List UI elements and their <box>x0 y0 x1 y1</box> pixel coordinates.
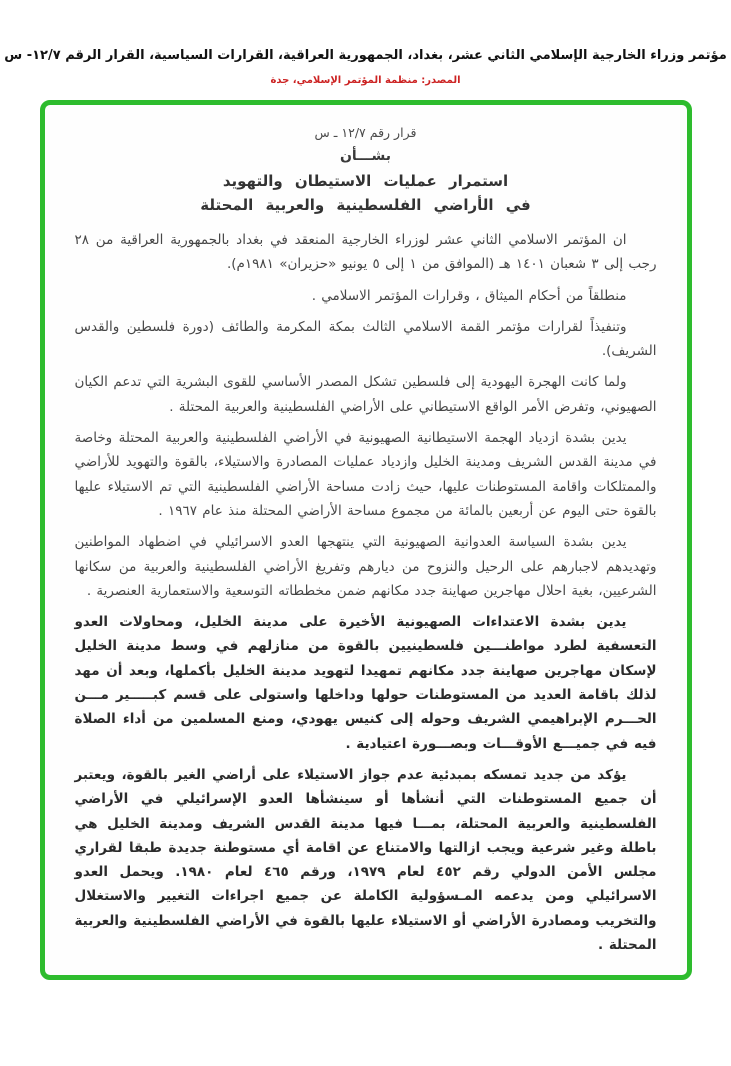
document-paragraph: ولما كانت الهجرة اليهودية إلى فلسطين تشكل المصدر الأساسي للقوى البشرية التي تدعم الكيان الصهيوني، وتفرض الأمر الواقع الاستيطاني على الأراضي الفلسطينية والعربية المحتلة . <box>74 374 657 415</box>
document-paragraph: ان المؤتمر الاسلامي الثاني عشر لوزراء الخارجية المنعقد في بغداد بالجمهورية العراقية من ٢٨ رجب إلى ٣ شعبان ١٤٠١ هـ (الموافق من ١ إلى ٥ يونيو «حزيران» ١٩٨١م). <box>74 232 657 273</box>
resolution-body <box>75 228 657 957</box>
document-paragraph: يؤكد من جديد تمسكه بمبدئية عدم جواز الاستيلاء على أراضي الغير بالقوة، ويعتبر أن جميع المستوطنات التي أنشأها أو سينشأها العدو الإسرائيلي في الأراضي الفلسطينية والعربية المحتلة، بمـــا فيها مدينة القدس الشريف ومدينة الخليل هي باطلة وغير شرعية ويجب ازالتها والامتناع عن اقامة أي مستوطنة جديدة طبقا لقراري مجلس الأمن الدولي رقم ٤٥٢ لعام ١٩٧٩، ورقم ٤٦٥ لعام ١٩٨٠. ويحمل العدو الاسرائيلي ومن يدعمه المـسؤولية الكاملة عن جميع اجراءات التغيير والاستغلال والتخريب ومصادرة الأراضي أو الاستيلاء عليها بالقوة في الأراضي الفلسطينية والعربية المحتلة . <box>74 766 657 954</box>
source-attribution: المصدر: منظمة المؤتمر الإسلامي، جدة <box>270 75 461 86</box>
document-paragraph: وتنفيذاً لقرارات مؤتمر القمة الاسلامي الثالث بمكة المكرمة والطائف (دورة فلسطين والقدس الشريف). <box>74 318 657 360</box>
document-header <box>0 0 731 86</box>
document-paragraph: منطلقاً من أحكام الميثاق ، وقرارات المؤتمر الاسلامي . <box>311 287 627 304</box>
document-scan-frame <box>40 100 692 980</box>
resolution-regarding-label: بشـــأن <box>339 148 392 164</box>
resolution-title-block <box>75 125 657 214</box>
resolution-number: قرار رقم ١٢/٧ ـ س <box>314 125 417 140</box>
conference-title: مؤتمر وزراء الخارجية الإسلامي الثاني عشر، بغداد، الجمهورية العراقية، القرارات السياسية، القرار الرقم ١٢/٧- س <box>4 48 727 63</box>
document-paragraph: يدين بشدة السياسة العدوانية الصهيونية التي ينتهجها العدو الاسرائيلي في اضطهاد المواطنين وتهديدهم لاجبارهم على الرحيل والنزوح من ديارهم وتفريغ الأراضي الفلسطينية والعربية من سكانها الشرعيين، بغية احلال مهاجرين صهاينة جدد مكانهم ضمن مخططاته التوسعية والاستعمارية العنصرية . <box>74 534 657 599</box>
resolution-subject-line-2: في الأراضي الفلسطينية والعربية المحتلة <box>200 196 531 214</box>
resolution-subject-line-1: استمرار عمليات الاستيطان والتهويد <box>222 172 509 190</box>
document-paragraph: يدين بشدة ازدياد الهجمة الاستيطانية الصهيونية في الأراضي الفلسطينية والعربية المحتلة وخاصة في مدينة القدس الشريف ومدينة الخليل وازدياد عمليات المصادرة والاستيلاء، بالقوة والتهويد للأراضي والممتلكات واقامة المستوطنات عليها، حيث زادت مساحة الأراضي الفلسطينية التي تم الاستيلاء عليها بالقوة حتى اليوم عن أربعين بالمائة من مجموع مساحة الأراضي المحتلة منذ عام ١٩٦٧ . <box>74 430 657 519</box>
document-paragraph: يدين بشدة الاعتداءات الصهيونية الأخيرة على مدينة الخليل، ومحاولات العدو التعسفية لطرد مواطنـــين فلسطينيين بالقوة من منازلهم في وسط مدينة الخليل لإسكان مهاجرين صهاينة جدد مكانهم تمهيدا لتهويد مدينة الخليل بأكملها، وبعد أن مهد لذلك باقامة العديد من المستوطنات حولها وداخلها واستولى على قسم كبـــــير مـــن الحـــرم الإبراهيمي الشريف وحوله إلى كنيس يهودي، ومنع المسلمين من أداء الصلاة فيه في جميـــع الأوقـــات وبصـــورة اعتيادية . <box>74 614 657 752</box>
